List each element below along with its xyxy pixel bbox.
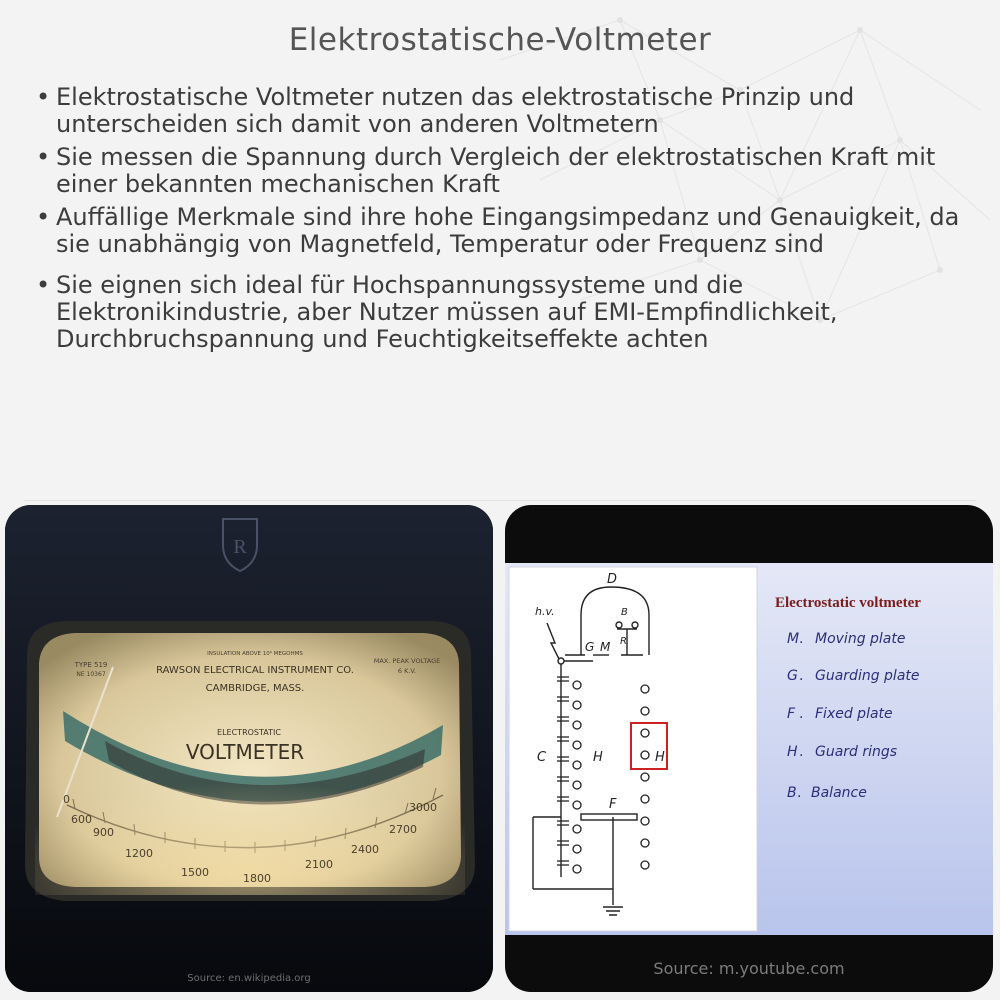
legend-key: F bbox=[787, 706, 796, 722]
diagram-label-d: D bbox=[607, 572, 618, 587]
scale-label: 3000 bbox=[409, 801, 437, 814]
scale-label: 1500 bbox=[181, 866, 209, 879]
bullet-item: • Sie eignen sich ideal für Hochspannungssysteme und die Elektronikindustrie, aber Nutzer müssen auf EMI-Empfindlichkeit, Durchbruchspannung und Feuchtigkeitseffekte achten bbox=[36, 272, 976, 353]
svg-text:.: . bbox=[799, 744, 804, 760]
diagram-label-b: B bbox=[621, 607, 628, 618]
scale-label: 2400 bbox=[351, 843, 379, 856]
diagram-label-h-box: H bbox=[655, 750, 665, 765]
meter-label: VOLTMETER bbox=[185, 740, 305, 764]
type-line-1: TYPE 519 bbox=[74, 661, 108, 669]
diagram-label-f: F bbox=[609, 797, 617, 812]
scale-label: 2100 bbox=[305, 858, 333, 871]
maker-line-2: CAMBRIDGE, MASS. bbox=[205, 683, 305, 694]
legend-text: Guard rings bbox=[815, 744, 898, 760]
page-title: Elektrostatische-Voltmeter bbox=[288, 22, 712, 58]
electrostatic-voltmeter-diagram bbox=[505, 505, 993, 992]
diagram-label-hv: h.v. bbox=[535, 605, 555, 618]
max-voltage-line-1: MAX. PEAK VOLTAGE bbox=[373, 657, 441, 665]
legend-key: G bbox=[787, 668, 798, 684]
meter-subtitle: ELECTROSTATIC bbox=[217, 728, 281, 737]
legend-key: B bbox=[787, 785, 797, 801]
scale-label: 1800 bbox=[243, 872, 271, 885]
legend-text: Balance bbox=[811, 785, 867, 801]
image-source-caption: Source: en.wikipedia.org bbox=[187, 973, 311, 984]
image-source-caption: Source: m.youtube.com bbox=[653, 959, 845, 978]
voltmeter-photo-panel bbox=[5, 505, 493, 992]
legend-text: Guarding plate bbox=[815, 668, 920, 684]
svg-text:.: . bbox=[797, 785, 802, 801]
svg-text:.: . bbox=[799, 706, 804, 722]
diagram-label-h: H bbox=[593, 750, 603, 765]
voltmeter-illustration bbox=[5, 505, 493, 992]
svg-text:.: . bbox=[799, 631, 804, 647]
diagram-label-g: G bbox=[585, 640, 595, 654]
svg-text:.: . bbox=[799, 668, 804, 684]
scale-label: 900 bbox=[93, 826, 114, 839]
bullet-item: • Sie messen die Spannung durch Vergleich der elektrostatischen Kraft mit einer bekannten mechanischen Kraft bbox=[36, 144, 976, 198]
scale-label: 600 bbox=[71, 813, 92, 826]
bullet-item: • Elektrostatische Voltmeter nutzen das elektrostatische Prinzip und unterscheiden sich damit von anderen Voltmetern bbox=[36, 84, 976, 138]
logo-letter: R bbox=[233, 536, 247, 558]
legend-text: Fixed plate bbox=[815, 706, 893, 722]
scale-label: 0 bbox=[63, 793, 70, 806]
diagram-label-r: R bbox=[620, 636, 627, 647]
insulation-text: INSULATION ABOVE 10⁶ MEGOHMS bbox=[207, 651, 303, 657]
legend-key: M bbox=[787, 631, 800, 647]
diagram-label-c: C bbox=[537, 750, 547, 765]
max-voltage-line-2: 6 K.V. bbox=[397, 667, 417, 675]
legend-key: H bbox=[787, 744, 798, 760]
scale-label: 2700 bbox=[389, 823, 417, 836]
diagram-label-m: M bbox=[600, 640, 611, 654]
maker-line-1: RAWSON ELECTRICAL INSTRUMENT CO. bbox=[156, 665, 354, 676]
section-divider bbox=[24, 500, 976, 501]
diagram-heading: Electrostatic voltmeter bbox=[775, 595, 921, 611]
type-line-2: NE 10367 bbox=[76, 671, 106, 678]
legend-text: Moving plate bbox=[815, 631, 906, 647]
bullet-item: • Auffällige Merkmale sind ihre hohe Eingangsimpedanz und Genauigkeit, da sie unabhängig von Magnetfeld, Temperatur oder Frequenz sind bbox=[36, 204, 976, 258]
diagram-panel bbox=[505, 505, 993, 992]
bullet-list bbox=[36, 84, 976, 359]
scale-label: 1200 bbox=[125, 847, 153, 860]
